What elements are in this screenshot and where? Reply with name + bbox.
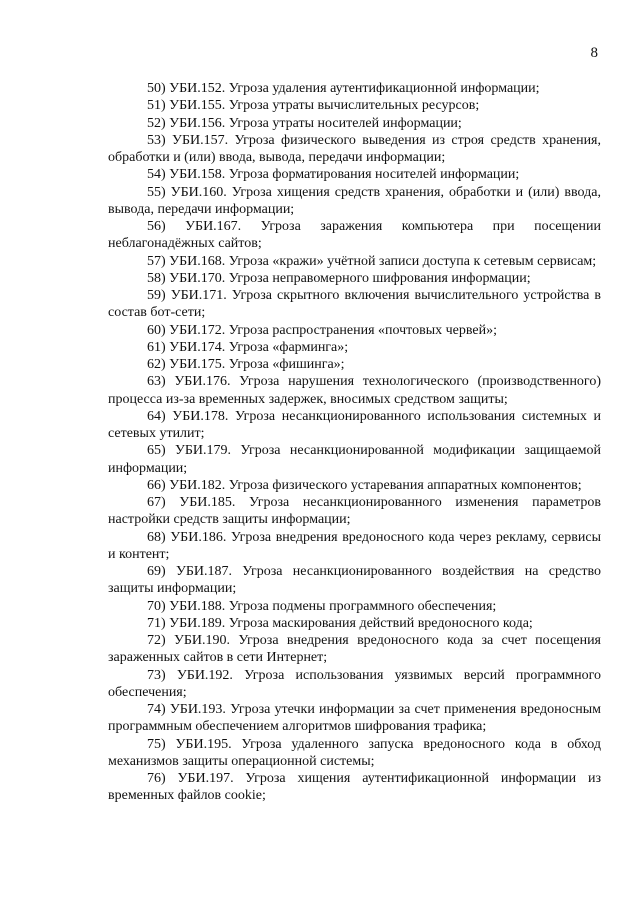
list-item: 59) УБИ.171. Угроза скрытного включения вычислительного устройства в состав бот-сети; <box>108 288 601 321</box>
list-item: 65) УБИ.179. Угроза несанкционированной модификации защищаемой информации; <box>108 443 601 476</box>
list-item: 52) УБИ.156. Угроза утраты носителей информации; <box>147 115 462 131</box>
list-item: 62) УБИ.175. Угроза «фишинга»; <box>147 357 345 372</box>
list-item: 70) УБИ.188. Угроза подмены программного обеспечения; <box>147 598 497 614</box>
list-item: 74) УБИ.193. Угроза утечки информации за счет применения вредоносным программным обеспечением алгоритмов шифрования трафика; <box>108 702 601 735</box>
threat-list <box>108 80 601 805</box>
list-item: 55) УБИ.160. Угроза хищения средств хранения, обработки и (или) ввода, вывода, передачи информации; <box>108 184 601 217</box>
list-item: 68) УБИ.186. Угроза внедрения вредоносного кода через рекламу, сервисы и контент; <box>108 529 601 562</box>
list-item: 53) УБИ.157. Угроза физического выведения из строя средств хранения, обработки и (или) ввода, вывода, передачи информации; <box>108 132 601 165</box>
list-item: 66) УБИ.182. Угроза физического устаревания аппаратных компонентов; <box>147 477 582 493</box>
list-item: 73) УБИ.192. Угроза использования уязвимых версий программного обеспечения; <box>108 667 601 700</box>
list-item: 51) УБИ.155. Угроза утраты вычислительных ресурсов; <box>147 98 480 114</box>
list-item: 64) УБИ.178. Угроза несанкционированного использования системных и сетевых утилит; <box>108 408 601 441</box>
list-item: 76) УБИ.197. Угроза хищения аутентификационной информации из временных файлов cookie; <box>108 771 601 804</box>
list-item: 69) УБИ.187. Угроза несанкционированного воздействия на средство защиты информации; <box>108 564 601 597</box>
list-item: 72) УБИ.190. Угроза внедрения вредоносного кода за счет посещения зараженных сайтов в сети Интернет; <box>108 633 601 666</box>
list-item: 61) УБИ.174. Угроза «фарминга»; <box>147 339 349 355</box>
list-item: 60) УБИ.172. Угроза распространения «почтовых червей»; <box>147 322 498 338</box>
list-item: 63) УБИ.176. Угроза нарушения технологического (производственного) процесса из-за временных задержек, вносимых средством защиты; <box>108 374 601 407</box>
list-item: 67) УБИ.185. Угроза несанкционированного изменения параметров настройки средств защиты информации; <box>108 495 601 528</box>
list-item: 56) УБИ.167. Угроза заражения компьютера при посещении неблагонадёжных сайтов; <box>108 219 601 252</box>
list-item: 50) УБИ.152. Угроза удаления аутентификационной информации; <box>147 81 540 96</box>
list-item: 71) УБИ.189. Угроза маскирования действий вредоносного кода; <box>147 615 533 631</box>
page-number: 8 <box>590 45 598 61</box>
list-item: 57) УБИ.168. Угроза «кражи» учётной записи доступа к сетевым сервисам; <box>147 253 597 269</box>
list-item: 58) УБИ.170. Угроза неправомерного шифрования информации; <box>147 270 531 286</box>
list-item: 75) УБИ.195. Угроза удаленного запуска вредоносного кода в обход механизмов защиты операционной системы; <box>108 736 601 769</box>
list-item: 54) УБИ.158. Угроза форматирования носителей информации; <box>147 167 520 183</box>
